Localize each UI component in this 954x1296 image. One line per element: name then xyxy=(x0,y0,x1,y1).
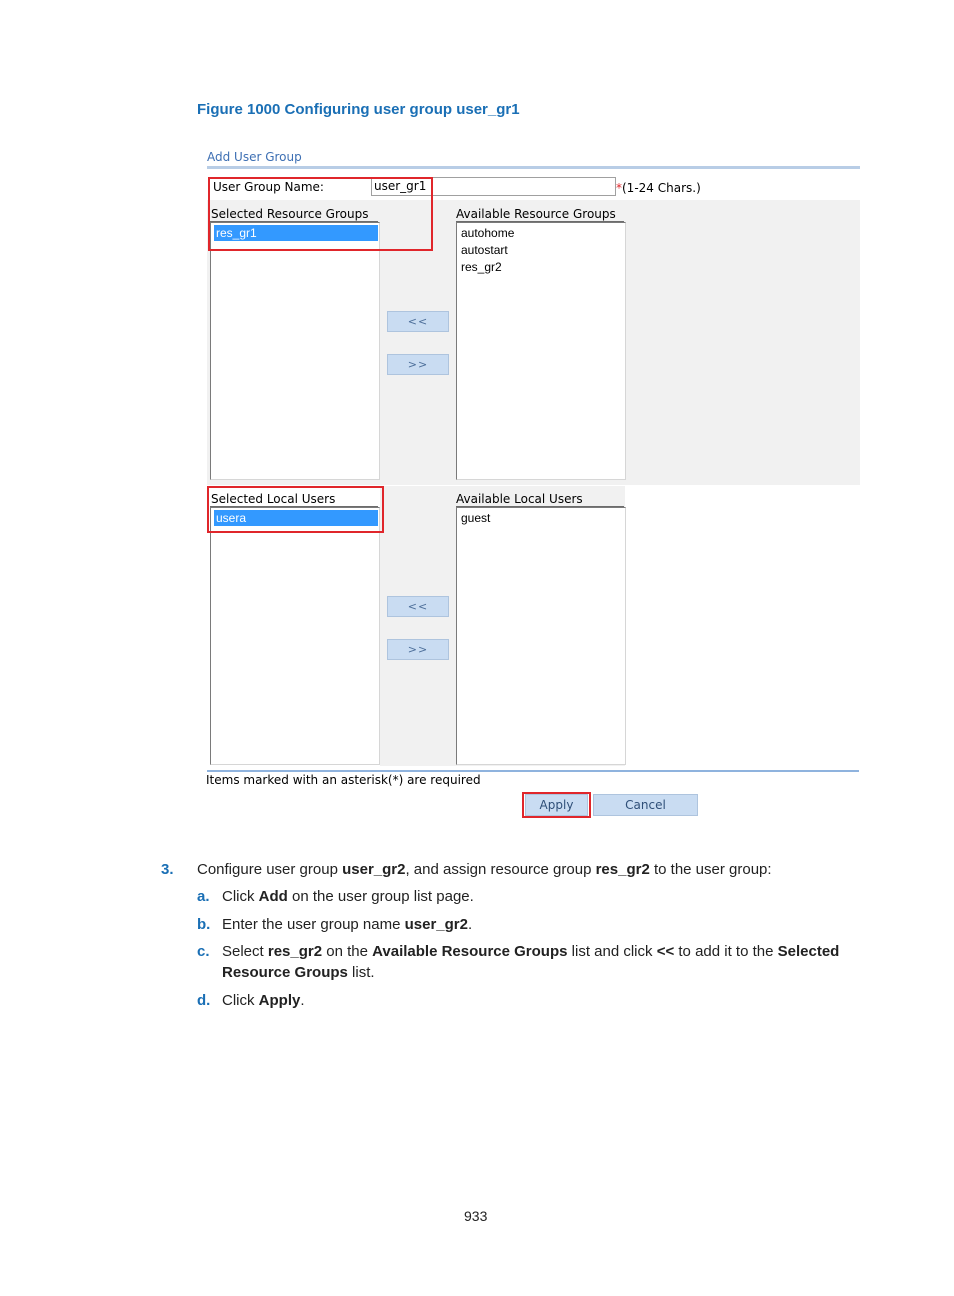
list-item[interactable]: res_gr1 xyxy=(214,225,378,241)
selected-resource-groups-list[interactable] xyxy=(210,222,380,480)
available-local-users-label: Available Local Users xyxy=(456,492,583,506)
substep-c: c. xyxy=(197,943,210,960)
step-number: 3. xyxy=(161,861,174,878)
substep-c-text: Select res_gr2 on the Available Resource Groups list and click << to add it to the Selected xyxy=(222,943,840,960)
selected-local-users-list[interactable] xyxy=(210,507,380,765)
remove-resource-button[interactable]: >> xyxy=(387,354,449,375)
available-resource-groups-list[interactable] xyxy=(456,222,626,480)
list-item[interactable]: autostart xyxy=(461,243,508,257)
available-resource-groups-label: Available Resource Groups xyxy=(456,207,616,221)
substep-a: a. xyxy=(197,888,210,905)
group-name-input[interactable]: user_gr1 xyxy=(371,177,616,196)
substep-b-text: Enter the user group name user_gr2. xyxy=(222,916,473,933)
substep-b: b. xyxy=(197,916,211,933)
required-hint-text: (1-24 Chars.) xyxy=(622,181,701,195)
remove-user-button[interactable]: >> xyxy=(387,639,449,660)
title-divider xyxy=(207,166,860,169)
add-user-button[interactable]: << xyxy=(387,596,449,617)
list-item[interactable]: usera xyxy=(214,510,378,526)
available-local-users-list[interactable] xyxy=(456,507,626,765)
highlight-box xyxy=(522,792,591,818)
list-item[interactable]: autohome xyxy=(461,226,515,240)
list-item[interactable]: res_gr2 xyxy=(461,260,502,274)
required-note: Items marked with an asterisk(*) are required xyxy=(206,773,481,787)
list-item[interactable]: guest xyxy=(461,511,491,525)
substep-a-text: Click Add on the user group list page. xyxy=(222,888,474,905)
substep-c-text-line2: Resource Groups list. xyxy=(222,964,375,981)
bottom-divider xyxy=(207,770,859,772)
step-3 xyxy=(161,861,174,878)
step-3-text: Configure user group user_gr2, and assign resource group res_gr2 to the user group: xyxy=(197,861,772,878)
substep-d: d. xyxy=(197,992,211,1009)
substep-d-text: Click Apply. xyxy=(222,992,305,1009)
cancel-button[interactable]: Cancel xyxy=(593,794,698,816)
selected-resource-groups-label: Selected Resource Groups xyxy=(211,207,369,221)
highlight-box xyxy=(207,486,384,533)
page-number: 933 xyxy=(464,1208,488,1224)
apply-button[interactable]: Apply xyxy=(525,794,588,816)
highlight-box xyxy=(208,177,433,251)
group-name-label: User Group Name: xyxy=(213,180,324,194)
add-resource-button[interactable]: << xyxy=(387,311,449,332)
form-title: Add User Group xyxy=(207,150,302,164)
selected-local-users-label: Selected Local Users xyxy=(211,492,336,506)
figure-caption: Figure 1000 Configuring user group user_gr1 xyxy=(197,101,520,118)
required-hint: *(1-24 Chars.) xyxy=(616,181,701,195)
